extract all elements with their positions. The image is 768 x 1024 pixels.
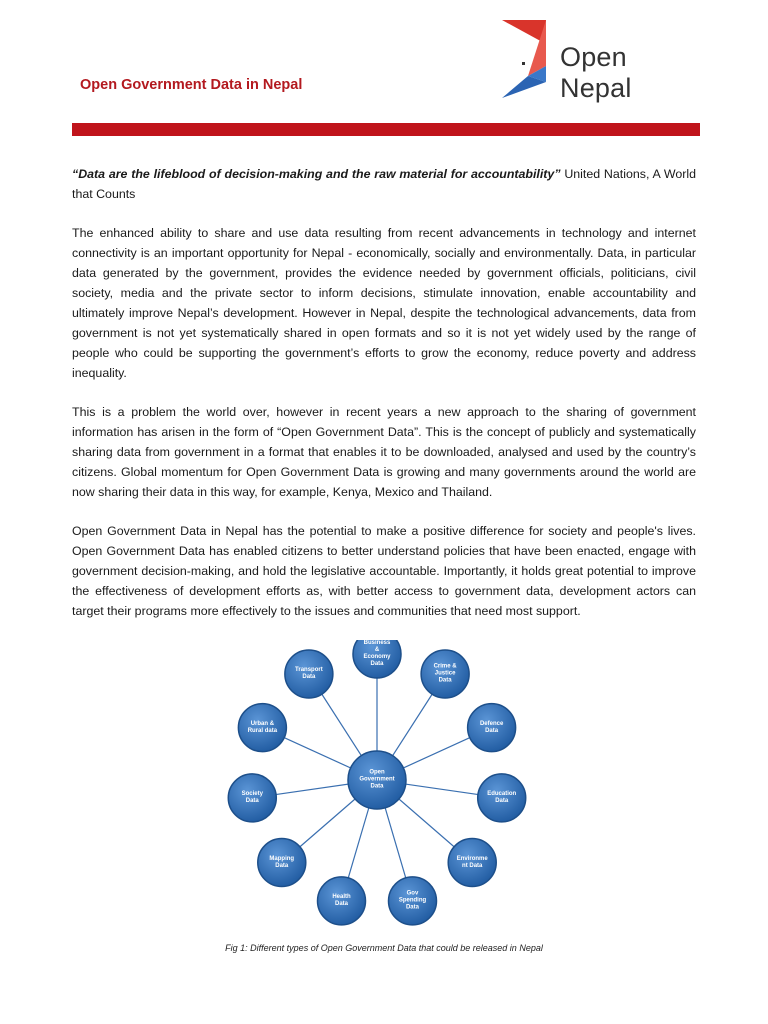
data-type-node-label (248, 721, 277, 735)
data-type-node-label (269, 856, 294, 870)
data-type-node-label-line: Crime & (433, 663, 457, 670)
data-type-node-label-line: Gov (406, 890, 419, 897)
quote-text: “Data are the lifeblood of decision-making and the raw material for accountability” (72, 167, 561, 181)
data-type-node-label-line: Data (485, 727, 499, 734)
data-type-node-label-line: Society (241, 790, 263, 797)
body-paragraph-1: The enhanced ability to share and use data resulting from recent advancements in technology and internet connectivity is an important opportunity for Nepal - economically, socially and environmentally. Data, in particular data generated by the government, provides the evidence needed by government officials, politicians, civil society, media and the private sector to inform decisions, stimulate innovation, enable accountability and ultimately improve Nepal’s development. However in Nepal, despite the technological advancements, data from government is not yet systematically shared in open formats and so it is not yet widely used by the range of people who could be supporting the government’s efforts to grow the economy, reduce poverty and address inequality. (72, 226, 696, 380)
data-type-node-label-line: Data (370, 661, 384, 667)
center-node-label-line: Government (359, 776, 395, 783)
center-node-label-line: Data (370, 783, 384, 790)
data-type-node-label-line: nt Data (462, 862, 483, 869)
data-type-node-label-line: Spending (398, 897, 427, 904)
data-type-node-label-line: Economy (363, 654, 391, 660)
center-node-label (359, 770, 394, 791)
data-type-node-label (332, 894, 350, 908)
data-type-node-label (480, 721, 503, 735)
data-type-node-label-line: Data (275, 862, 289, 869)
data-type-node-label (242, 791, 263, 805)
logo-mark-icon (500, 18, 560, 102)
document-title: Open Government Data in Nepal (80, 77, 303, 93)
data-type-node-label-line: Mapping (269, 855, 295, 862)
data-type-node-label-line: Transport (295, 667, 323, 673)
body-paragraph-3: Open Government Data in Nepal has the potential to make a positive difference for society and people's lives. Open Government Data has enabled citizens to better understand policies that have been enacted, engage with government decision-making, and hold the legislative accountable. Importantly, it holds great potential to improve the effectiveness of development efforts as, with better access to government data, development actors can target their programs more effectively to the issues and communities that need most support. (72, 524, 696, 618)
data-type-node-label-line: Health (332, 893, 351, 900)
open-data-types-diagram (220, 640, 540, 930)
data-type-node-label (363, 640, 390, 668)
data-type-node-label-line: & (374, 647, 380, 653)
quote-paragraph (72, 164, 696, 204)
data-type-node-label-line: Urban & (250, 720, 275, 727)
data-type-node-label-line: Rural data (247, 727, 278, 734)
data-type-node-label (457, 856, 488, 870)
open-nepal-logo (500, 18, 700, 102)
data-type-node-label-line: Environme (456, 855, 488, 862)
data-type-node-label-line: Data (438, 677, 452, 684)
data-type-node-label-line: Business (363, 640, 391, 646)
header-divider (72, 123, 700, 136)
data-type-node-label (487, 791, 516, 805)
data-type-node-label-line: Data (405, 904, 419, 911)
data-type-node-label (434, 664, 457, 685)
data-type-node-label-line: Data (302, 674, 316, 680)
data-type-node-label (295, 667, 323, 681)
data-type-node-label-line: Justice (434, 670, 456, 677)
logo-text: Open Nepal (560, 42, 632, 103)
center-node-label-line: Open (369, 769, 385, 776)
data-type-node-label (399, 890, 426, 911)
data-type-node-label-line: Defence (479, 720, 504, 727)
data-type-node-label-line: Data (334, 900, 348, 907)
body-paragraph-2: This is a problem the world over, however in recent years a new approach to the sharing of government information has arisen in the form of “Open Government Data”. This is the concept of publicly and systematically sharing data from government in a format that enables it to be downloaded, analysed and used by the country’s citizens. Global momentum for Open Government Data is growing and many governments around the world are now sharing their data in this way, for example, Kenya, Mexico and Thailand. (72, 405, 696, 499)
figure-caption: Fig 1: Different types of Open Government Data that could be released in Nepal (225, 943, 543, 953)
main-content (72, 164, 696, 640)
data-type-node-label-line: Data (245, 797, 259, 804)
data-type-node-label-line: Data (495, 797, 509, 804)
data-type-node-label-line: Education (487, 790, 517, 797)
quote-attribution: United Nations, A World that Counts (72, 167, 696, 201)
